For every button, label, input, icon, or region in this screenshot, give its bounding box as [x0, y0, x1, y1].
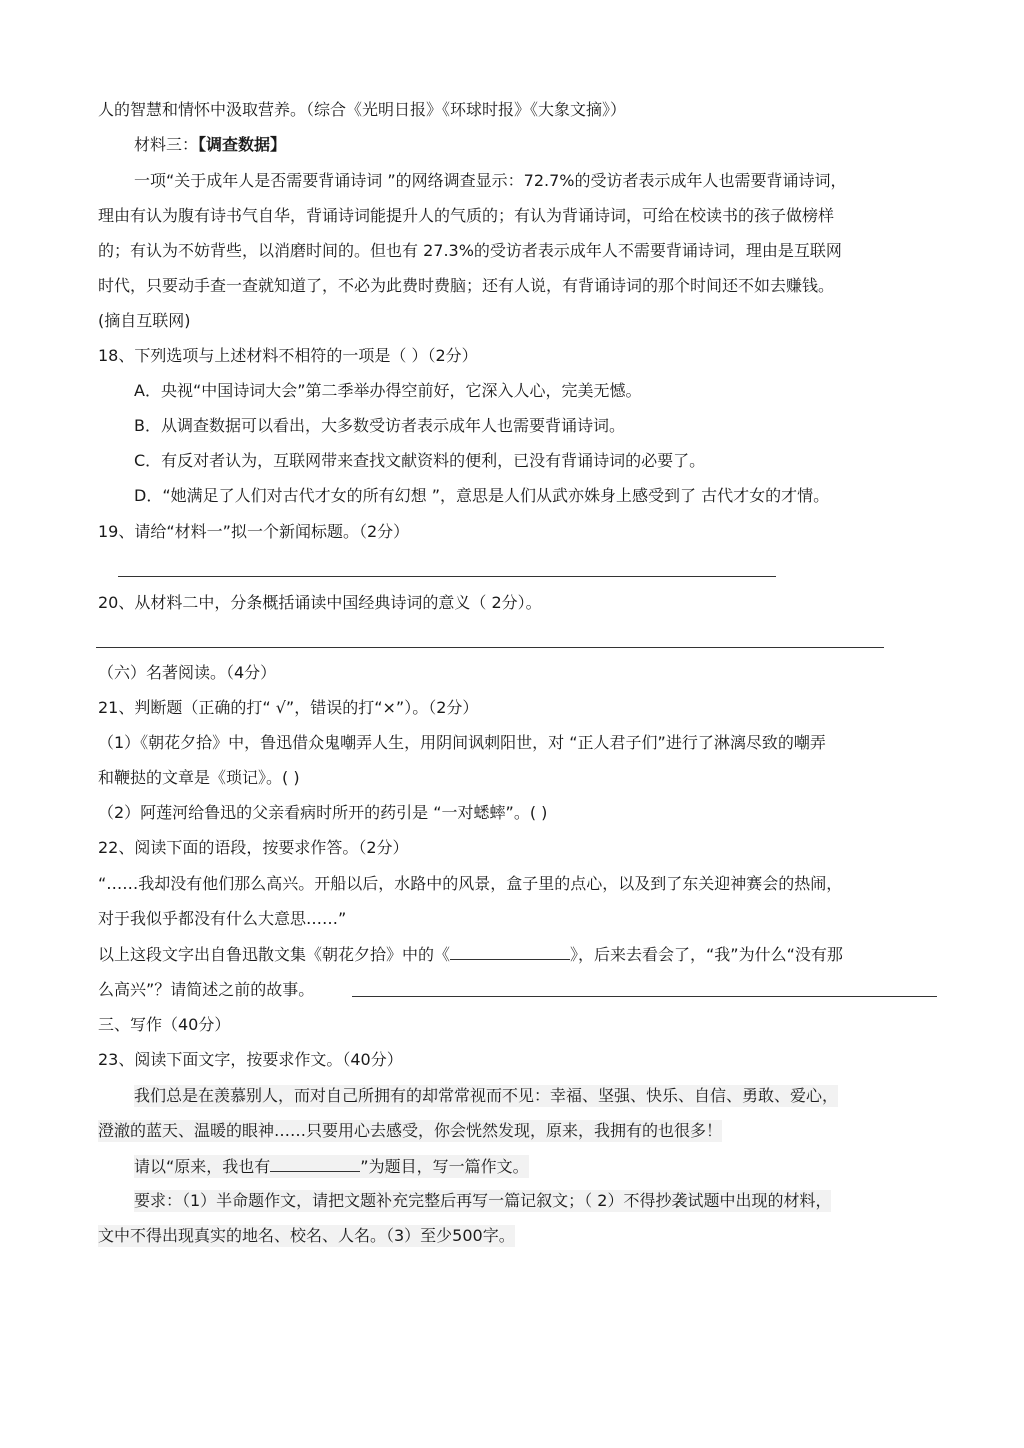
material3-heading	[134, 134, 286, 156]
material3-title: 【调查数据】	[198, 135, 287, 154]
q22-question: 么高兴”？请简述之前的故事。	[98, 980, 315, 999]
essay-prompt: 我们总是在羡慕别人，而对自己所拥有的却常常视而不见：幸福、坚强、快乐、自信、勇敢、爱心，	[134, 1086, 839, 1105]
essay-title-text: 请以“原来，我也有	[134, 1157, 271, 1176]
question-22: 22、阅读下面的语段，按要求作答。（2分）	[98, 838, 409, 857]
essay-requirements: 要求：（1）半命题作文，请把文题补充完整后再写一篇记叙文；（ 2）不得抄袭试题中出现的材料，	[134, 1191, 832, 1210]
answer-line-19[interactable]	[118, 576, 776, 577]
question-20: 20、从材料二中，分条概括诵读中国经典诗词的意义（ 2分）。	[98, 593, 542, 612]
question-18: 18、下列选项与上述材料不相符的一项是（ ）（2分）	[98, 346, 478, 365]
question-23: 23、阅读下面文字，按要求作文。（40分）	[98, 1050, 403, 1069]
option-a: A．央视“中国诗词大会”第二季举办得空前好，它深入人心，完美无憾。	[134, 381, 642, 400]
q21-item-1-cont: 和鞭挞的文章是《琐记》。( )	[98, 768, 300, 787]
option-d: D．“她满足了人们对古代才女的所有幻想 ”，意思是人们从武亦姝身上感受到了 古代才女的才情。	[134, 486, 830, 505]
question-21: 21、判断题（正确的打“ √”，错误的打“×”）。（2分）	[98, 698, 479, 717]
section-three-heading: 三、写作（40分）	[98, 1015, 231, 1034]
q21-item-2: （2）阿莲河给鲁迅的父亲看病时所开的药引是 “一对蟋蟀”。( )	[98, 803, 548, 822]
essay-requirements: 文中不得出现真实的地名、校名、人名。（3）至少500字。	[98, 1226, 515, 1245]
question-19: 19、请给“材料一”拟一个新闻标题。（2分）	[98, 522, 410, 541]
material3-line: 的；有认为不妨背些，以消磨时间的。但也有 27.3%的受访者表示成年人不需要背诵诗词，理由是互联网	[98, 241, 842, 260]
material3-label: 材料三：	[134, 135, 199, 154]
essay-prompt: 澄澈的蓝天、温暖的眼神……只要用心去感受，你会恍然发现，原来，我拥有的也很多！	[98, 1121, 723, 1140]
q22-question-text: 》，后来去看会了，“我”为什么“没有那	[570, 945, 843, 964]
material2-ending: 人的智慧和情怀中汲取营养。（综合《光明日报》《环球时报》《大象文摘》）	[98, 100, 627, 119]
option-c: C．有反对者认为，互联网带来查找文献资料的便利，已没有背诵诗词的必要了。	[134, 451, 706, 470]
q22-passage: 对于我似乎都没有什么大意思……”	[98, 909, 347, 928]
material3-line: 理由有认为腹有诗书气自华，背诵诗词能提升人的气质的；有认为背诵诗词，可给在校读书的孩子做榜样	[98, 206, 835, 225]
material3-line: 一项“关于成年人是否需要背诵诗词 ”的网络调查显示：72.7%的受访者表示成年人也需要背诵诗词，	[134, 171, 847, 190]
answer-line-20[interactable]	[96, 647, 884, 648]
q21-item-1: （1）《朝花夕拾》中，鲁迅借众鬼嘲弄人生，用阴间讽刺阳世，对 “正人君子们”进行了淋漓尽致的嘲弄	[98, 733, 826, 752]
answer-line-22[interactable]	[352, 996, 937, 997]
q22-passage: “……我却没有他们那么高兴。开船以后，水路中的风景，盒子里的点心，以及到了东关迎神赛会的热闹，	[98, 874, 843, 893]
q22-question	[98, 943, 843, 966]
essay-title-text: ”为题目，写一篇作文。	[360, 1157, 529, 1176]
material3-source: (摘自互联网)	[98, 311, 191, 330]
material3-line: 时代，只要动手查一查就知道了，不必为此费时费脑；还有人说，有背诵诗词的那个时间还不如去赚钱。	[98, 276, 835, 295]
option-b: B．从调查数据可以看出，大多数受访者表示成年人也需要背诵诗词。	[134, 416, 625, 435]
q22-question-text: 以上这段文字出自鲁迅散文集《朝花夕拾》中的《	[98, 945, 451, 964]
section-six-heading: （六）名著阅读。（4分）	[98, 663, 277, 682]
title-blank[interactable]	[450, 943, 570, 960]
essay-title-blank[interactable]	[270, 1155, 360, 1172]
essay-title-instruction	[134, 1155, 529, 1178]
